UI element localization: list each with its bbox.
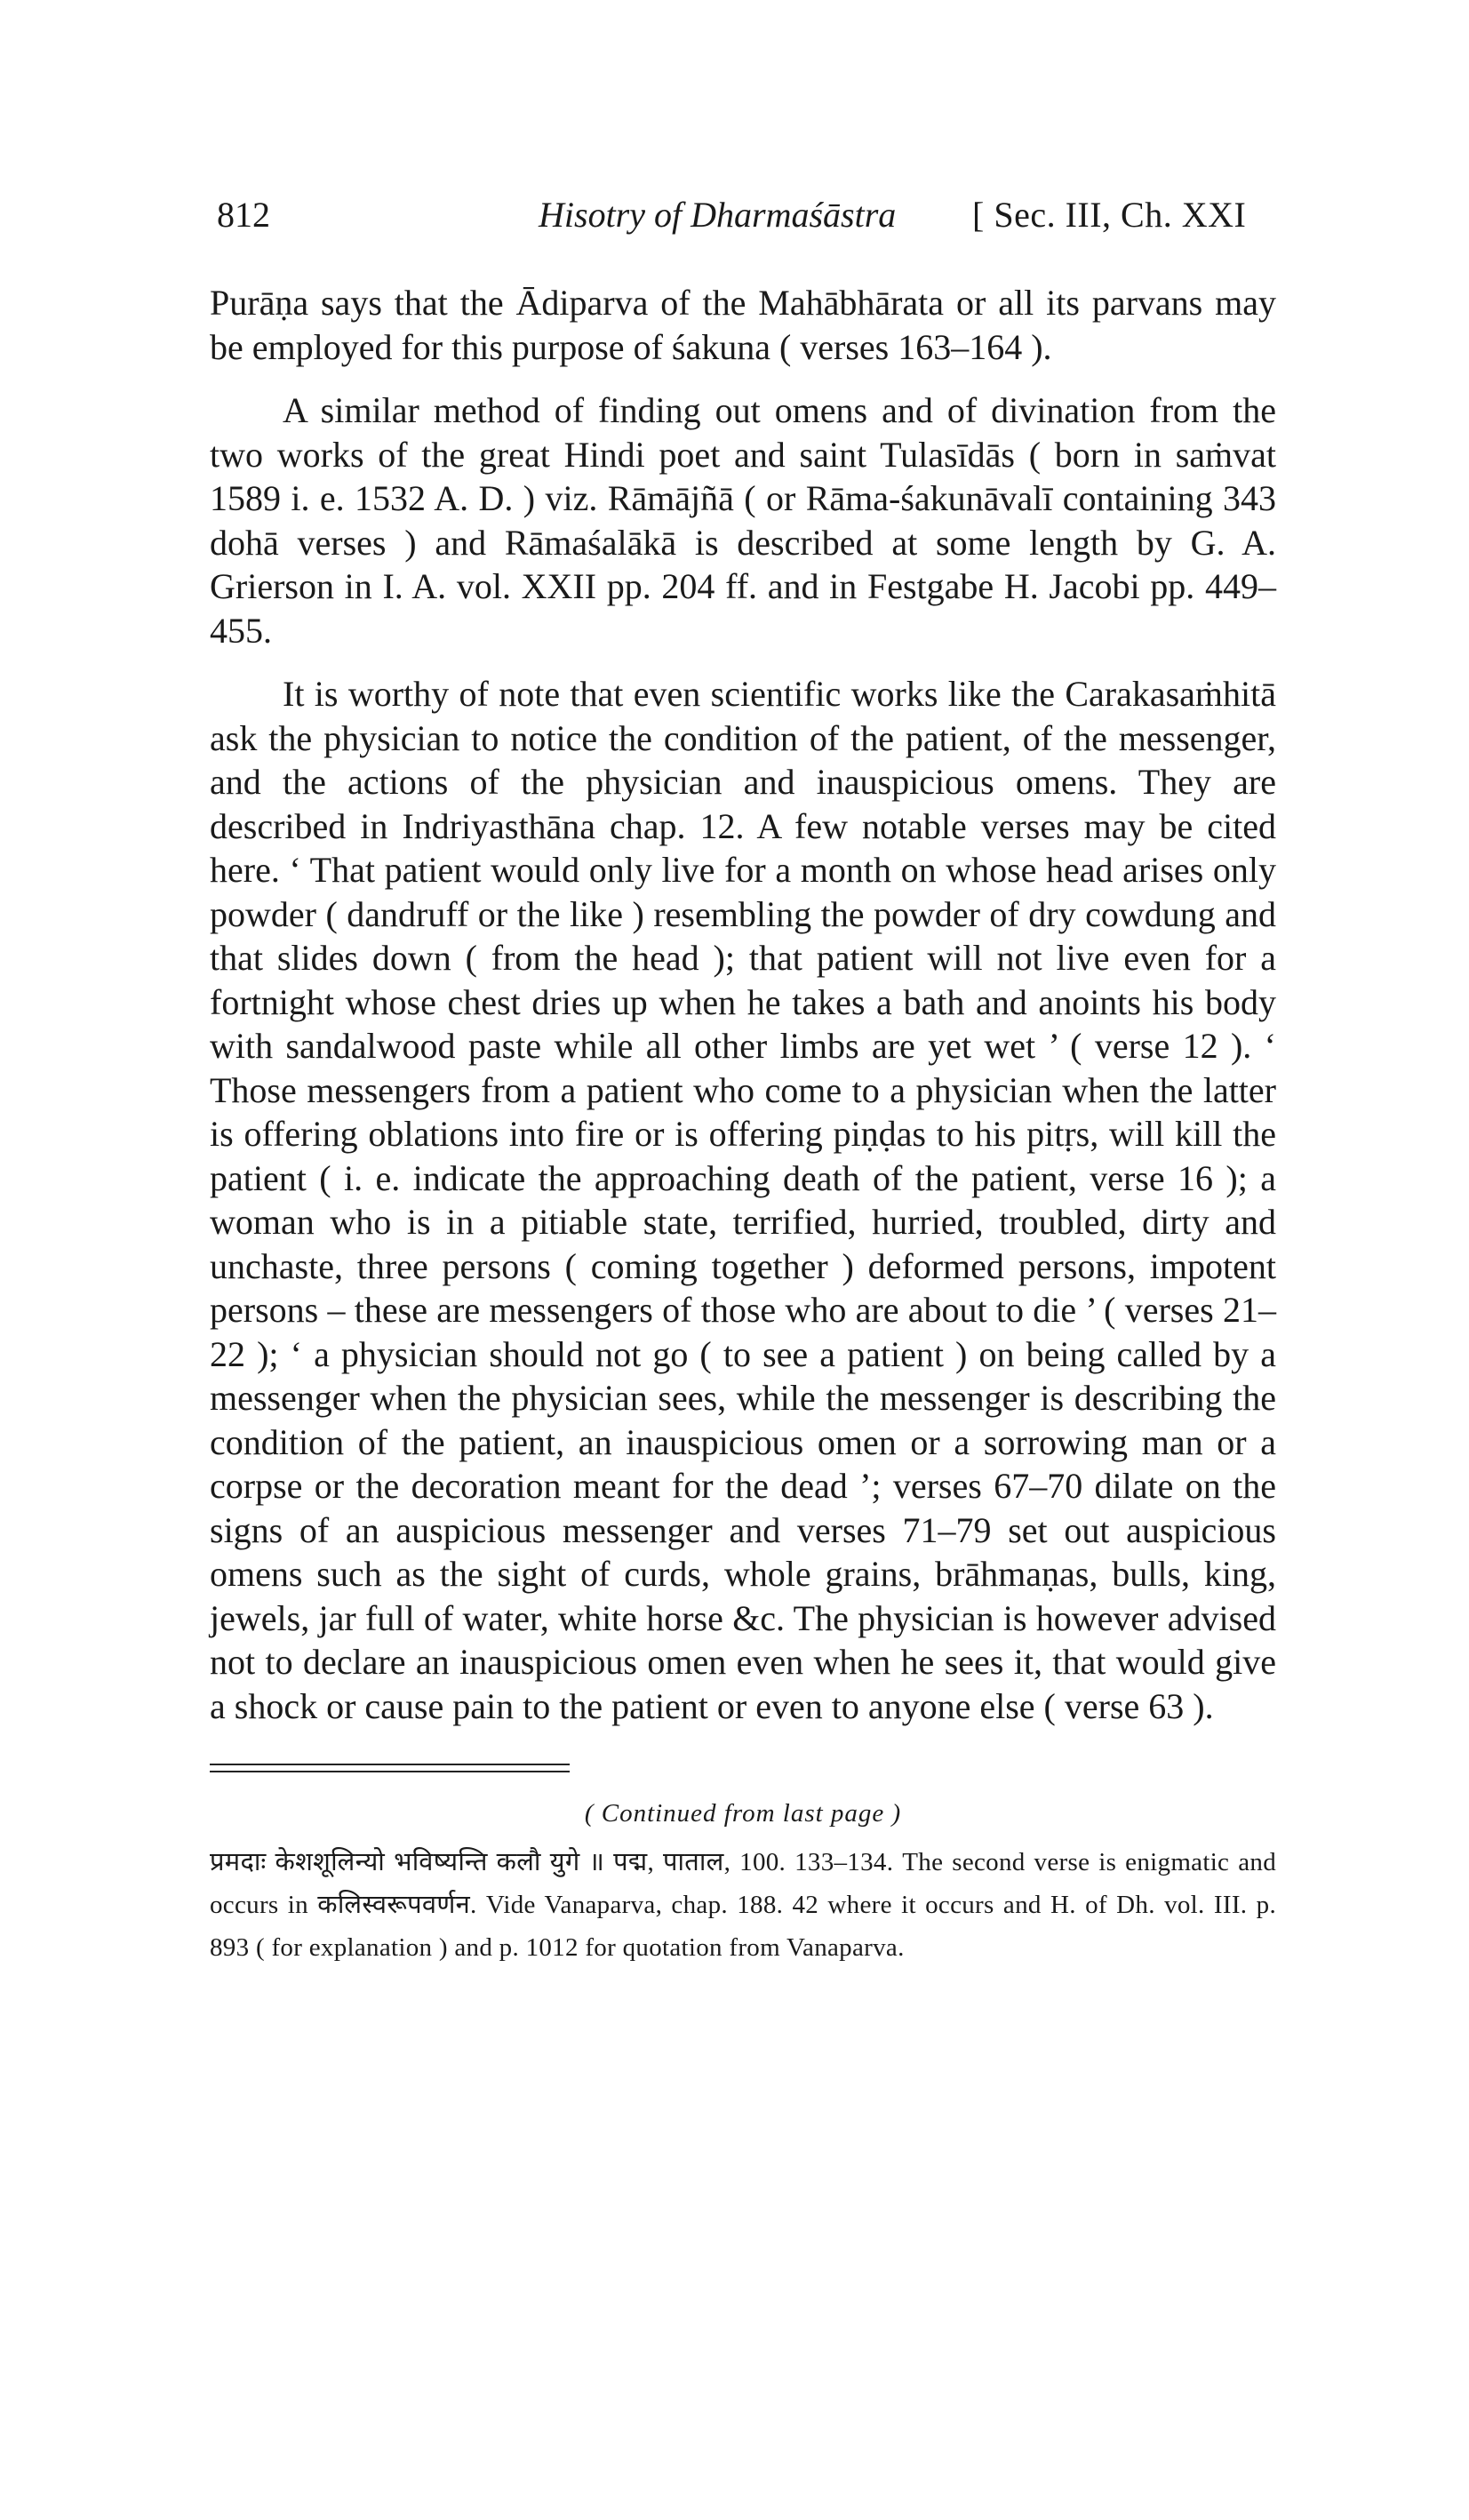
paragraph-2: A similar method of finding out omens and of divination from the two works of the great Hindi poet and saint Tulasīdās ( born in saṁvat 1589 i. e. 1532 A. D. ) viz. Rāmājñā ( or Rāma-śakunāvalī containing 343 dohā verses ) and Rāmaśalākā is described at some length by G. A. Grierson in I. A. vol. XXII pp. 204 ff. and in Festgabe H. Jacobi pp. 449–455. (210, 390, 1276, 651)
book-page (210, 194, 1276, 1969)
body-text (210, 281, 1276, 1728)
footnote-heading: ( Continued from last page ) (584, 1799, 902, 1828)
paragraph-1: Purāṇa says that the Ādiparva of the Mahābhārata or all its parvans may be employed for this purpose of śakuna ( verses 163–164 ). (210, 283, 1276, 367)
section-reference: [ Sec. III, Ch. XXI (972, 195, 1247, 235)
footnote-separator (210, 1764, 570, 1772)
footnote-text: प्रमदाः केशशूलिन्यो भविष्यन्ति कलौ युगे ॥ पद्म, पाताल, 100. 133–134. The second verse is enigmatic and occurs in कलिस्वरूपवर्णन. Vide Vanaparva, chap. 188. 42 where it occurs and H. of Dh. vol. III. p. 893 ( for explanation ) and p. 1012 for quotation from Vanaparva. (210, 1848, 1276, 1962)
paragraph-3: It is worthy of note that even scientific works like the Carakasaṁhitā ask the physician to notice the condition of the patient, of the messenger, and the actions of the physician and inauspicious omens. They are described in Indriyasthāna chap. 12. A few notable verses may be cited here. ‘ That patient would only live for a month on whose head arises only powder ( dandruff or the like ) resembling the powder of dry cowdung and that slides down ( from the head ); that patient will not live even for a fortnight whose chest dries up when he takes a bath and anoints his body with sandalwood paste while all other limbs are yet wet ’ ( verse 12 ). ‘ Those messengers from a patient who come to a physician when the latter is offering oblations into fire or is offering piṇḍas to his pitṛs, will kill the patient ( i. e. indicate the approaching death of the patient, verse 16 ); a woman who is in a pitiable state, terrified, hurried, troubled, dirty and unchaste, three persons ( coming together ) deformed persons, impotent persons – these are messengers of those who are about to die ’ ( verses 21–22 ); ‘ a physician should not go ( to see a patient ) on being called by a messenger when the physician sees, while the messenger is describing the condition of the patient, an inauspicious omen or a sorrowing man or a corpse or the decoration meant for the dead ’; verses 67–70 dilate on the signs of an auspicious messenger and verses 71–79 set out auspicious omens such as the sight of curds, whole grains, brāhmaṇas, bulls, king, jewels, jar full of water, white horse &c. The physician is however advised not to declare an inauspicious omen even when he sees it, that would give a shock or cause pain to the patient or even to anyone else ( verse 63 ). (210, 674, 1276, 1726)
running-title: Hisotry of Dharmaśāstra (539, 195, 897, 235)
page-header (210, 194, 1276, 247)
page-number: 812 (217, 195, 270, 235)
